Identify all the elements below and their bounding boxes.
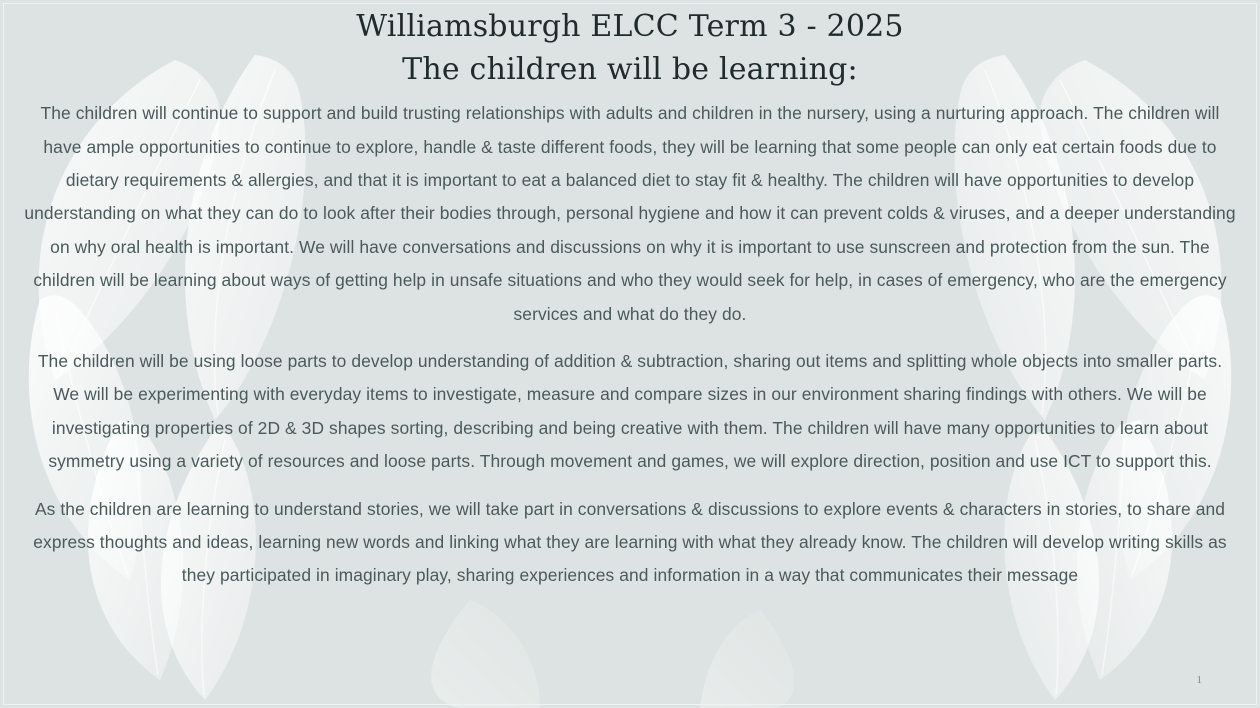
paragraph-numeracy-maths: The children will be using loose parts to develop understanding of addition & subtraction, sharing out items and splitting whole objects into smaller parts. We will be experimenting with everyday items to investigate, measure and compare sizes in our environment sharing findings with others. We will be investigating properties of 2D & 3D shapes sorting, describing and being creative with them. The children will have many opportunities to learn about symmetry using a variety of resources and loose parts. Through movement and games, we will explore direction, position and use ICT to support this. — [37, 351, 1223, 472]
page-number: 1 — [1196, 674, 1202, 686]
paragraph-health-wellbeing: The children will continue to support and build trusting relationships with adults and children in the nursery, using a nurturing approach. The children will have ample opportunities to continue to explore, handle & taste different foods, they will be learning that some people can only eat certain foods due to dietary requirements & allergies, and that it is important to eat a balanced diet to stay fit & healthy. The children will have opportunities to develop understanding on what they can do to look after their bodies through, personal hygiene and how it can prevent colds & viruses, and a deeper understanding on why oral health is important. We will have conversations and discussions on why it is important to use sunscreen and protection from the sun. The children will be learning about ways of getting help in unsafe situations and who they would seek for help, in cases of emergency, who are the emergency services and what do they do. — [24, 103, 1236, 324]
slide-title — [24, 0, 1236, 91]
title-line-1: Williamsburgh ELCC Term 3 - 2025 — [356, 9, 904, 44]
paragraph-literacy-language: As the children are learning to understand stories, we will take part in conversations & discussions to explore events & characters in stories, to share and express thoughts and ideas, learning new words and linking what they are learning with what they already know. The children will develop writing skills as they participated in imaginary play, sharing experiences and information in a way that communicates their message — [33, 498, 1227, 586]
slide-body — [24, 97, 1236, 593]
title-line-2: The children will be learning: — [402, 51, 858, 87]
